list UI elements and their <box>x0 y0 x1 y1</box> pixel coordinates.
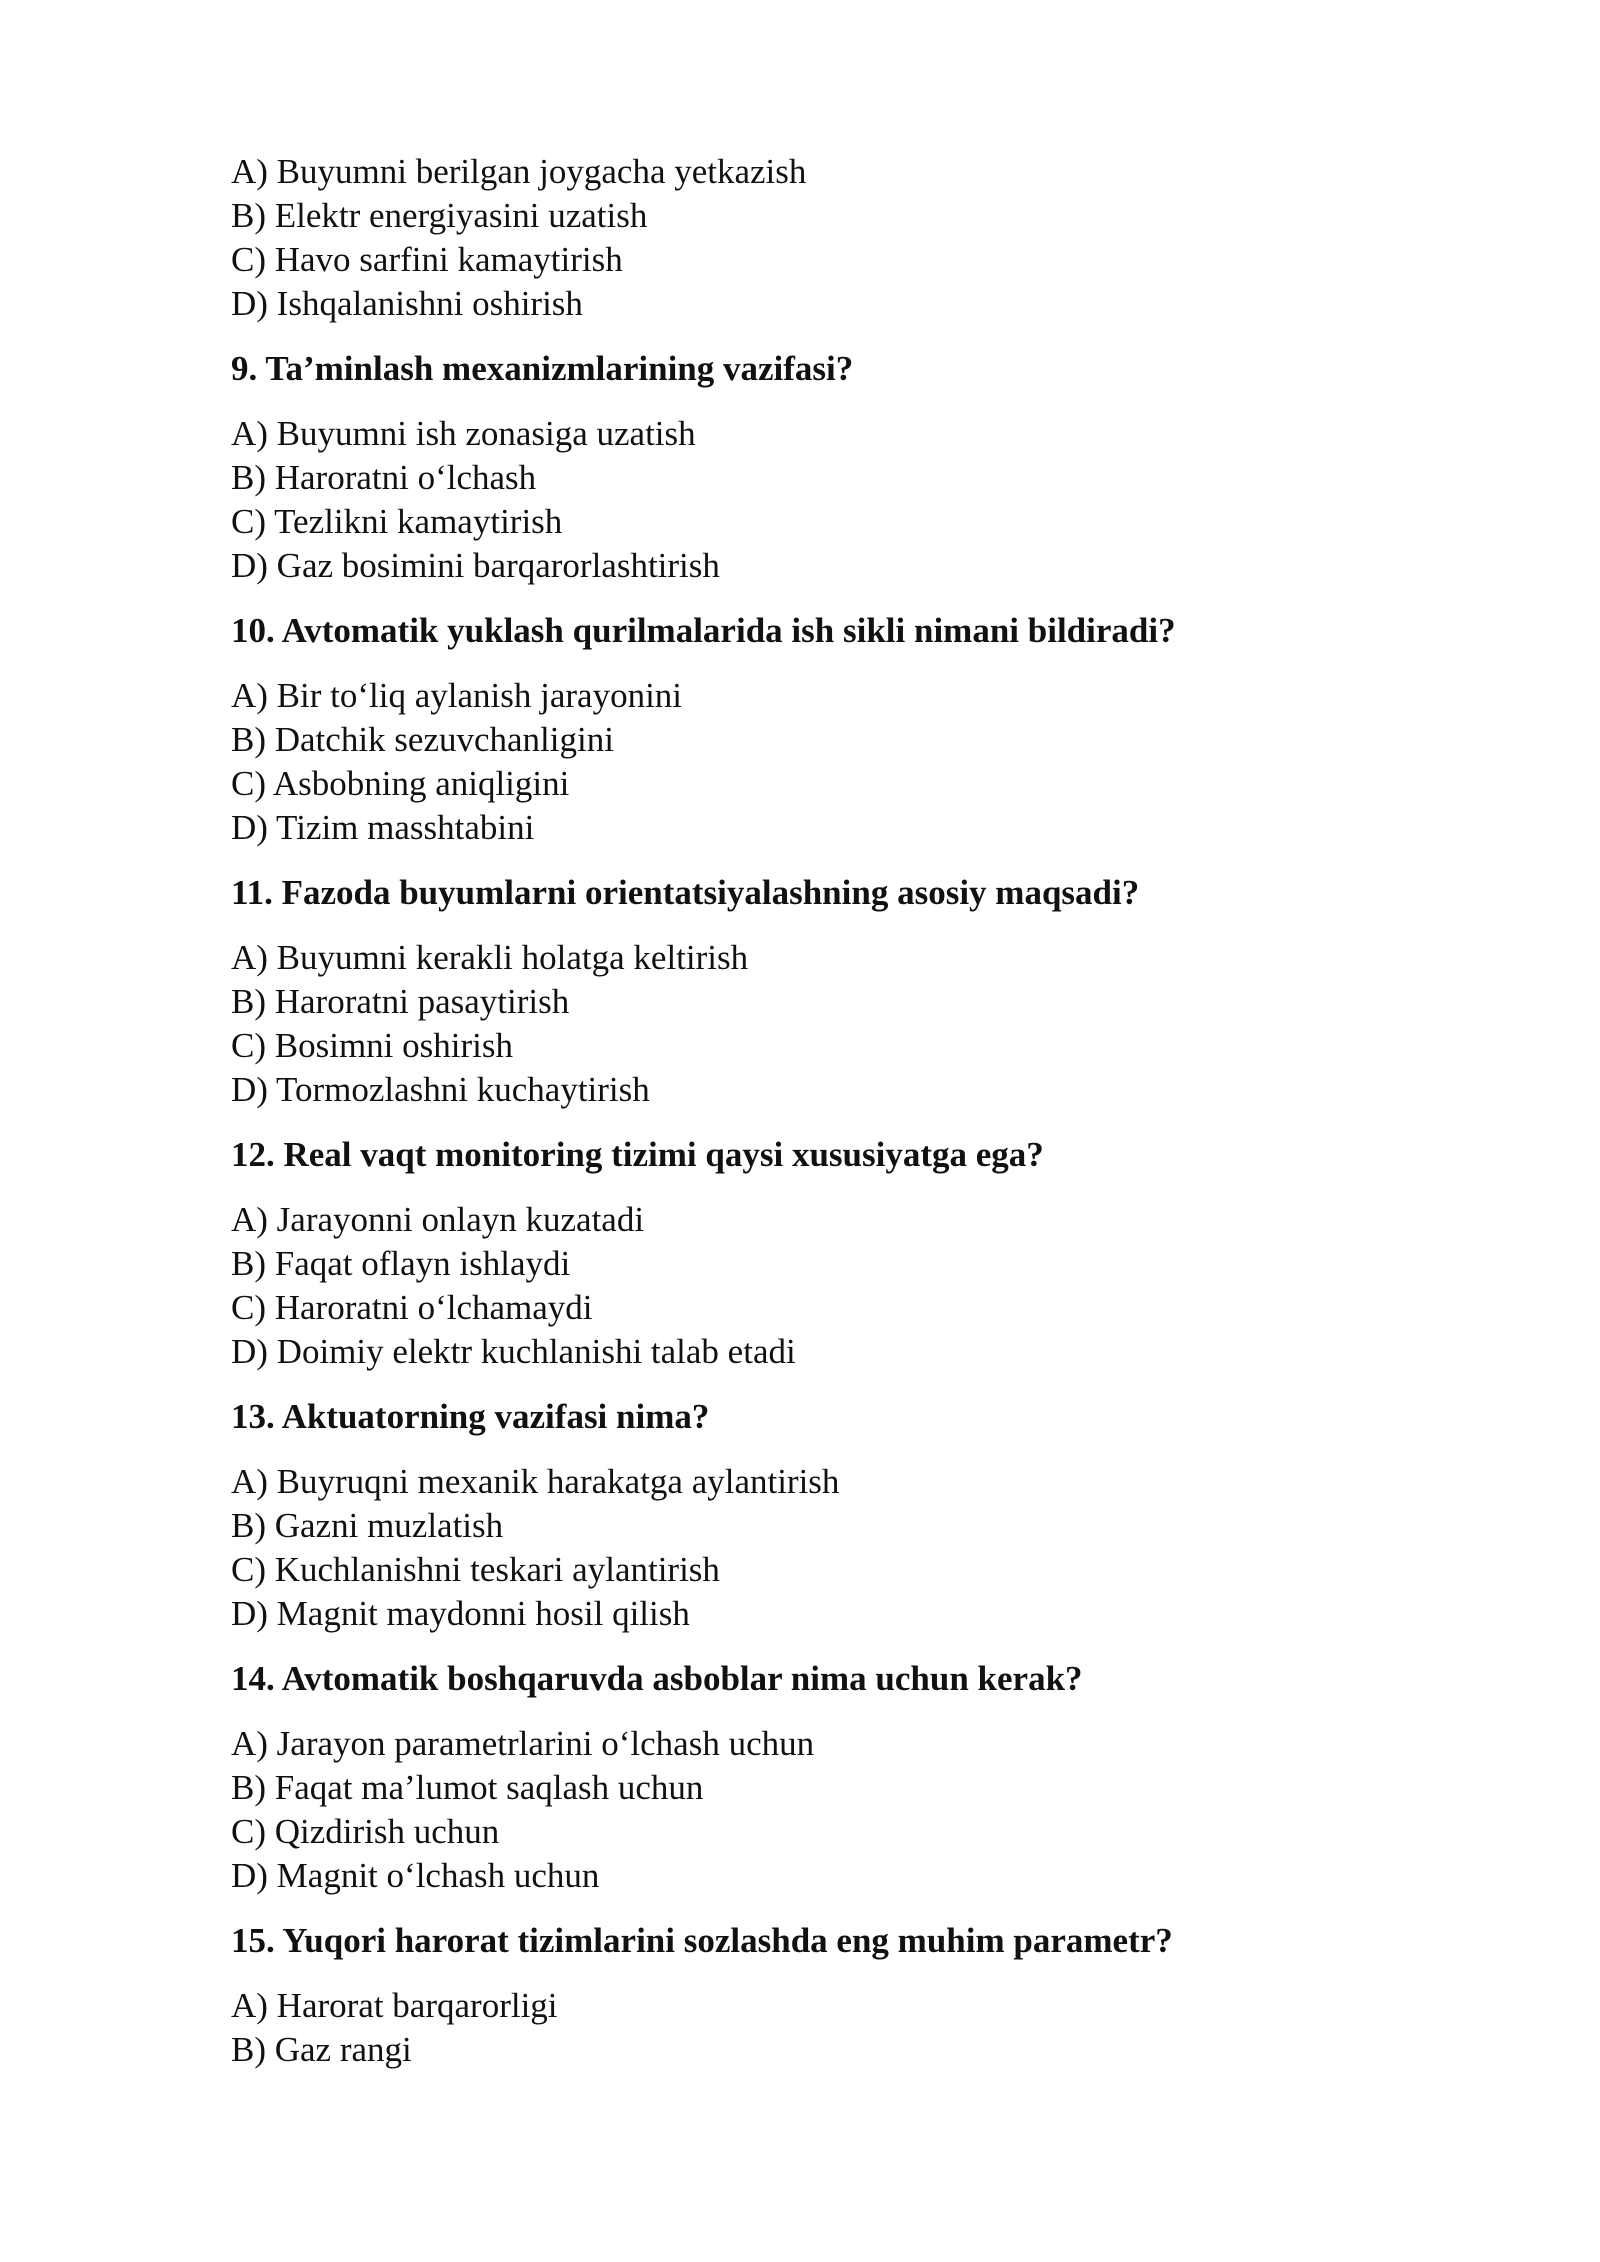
question-block-15 <box>231 1919 1411 2072</box>
answer-option-a: A) Bir to‘liq aylanish jarayonini <box>231 676 683 715</box>
answer-option-b: B) Gazni muzlatish <box>231 1506 504 1545</box>
answer-option-d: D) Gaz bosimini barqarorlashtirish <box>231 546 720 585</box>
answer-option-b: B) Gaz rangi <box>231 2030 412 2069</box>
question-heading: 12. Real vaqt monitoring tizimi qaysi xususiyatga ega? <box>231 1135 1044 1174</box>
answer-option-c: C) Bosimni oshirish <box>231 1026 513 1065</box>
question-heading: 14. Avtomatik boshqaruvda asboblar nima uchun kerak? <box>231 1659 1083 1698</box>
question-block-11 <box>231 871 1411 1112</box>
answer-option-a: A) Buyumni berilgan joygacha yetkazish <box>231 152 807 191</box>
question-heading: 15. Yuqori harorat tizimlarini sozlashda eng muhim parametr? <box>231 1921 1173 1960</box>
answer-option-d: D) Doimiy elektr kuchlanishi talab etadi <box>231 1332 796 1371</box>
answer-option-a: A) Jarayonni onlayn kuzatadi <box>231 1200 645 1239</box>
question-block-8-continued <box>231 150 1411 326</box>
answer-option-d: D) Magnit o‘lchash uchun <box>231 1856 600 1895</box>
question-heading: 9. Ta’minlash mexanizmlarining vazifasi? <box>231 349 854 388</box>
answer-option-a: A) Buyumni ish zonasiga uzatish <box>231 414 696 453</box>
answer-option-c: C) Kuchlanishni teskari aylantirish <box>231 1550 720 1589</box>
answer-option-c: C) Qizdirish uchun <box>231 1812 500 1851</box>
answer-option-d: D) Magnit maydonni hosil qilish <box>231 1594 690 1633</box>
question-block-13 <box>231 1395 1411 1636</box>
answer-option-c: C) Asbobning aniqligini <box>231 764 570 803</box>
question-block-9 <box>231 347 1411 588</box>
question-block-12 <box>231 1133 1411 1374</box>
question-heading: 13. Aktuatorning vazifasi nima? <box>231 1397 710 1436</box>
answer-option-d: D) Tormozlashni kuchaytirish <box>231 1070 650 1109</box>
answer-option-b: B) Faqat ma’lumot saqlash uchun <box>231 1768 704 1807</box>
answer-option-c: C) Haroratni o‘lchamaydi <box>231 1288 593 1327</box>
question-block-14 <box>231 1657 1411 1898</box>
answer-option-b: B) Faqat oflayn ishlaydi <box>231 1244 571 1283</box>
answer-option-d: D) Tizim masshtabini <box>231 808 535 847</box>
question-heading: 10. Avtomatik yuklash qurilmalarida ish sikli nimani bildiradi? <box>231 611 1176 650</box>
question-heading: 11. Fazoda buyumlarni orientatsiyalashning asosiy maqsadi? <box>231 873 1140 912</box>
question-block-10 <box>231 609 1411 850</box>
answer-option-a: A) Jarayon parametrlarini o‘lchash uchun <box>231 1724 815 1763</box>
answer-option-a: A) Buyruqni mexanik harakatga aylantirish <box>231 1462 840 1501</box>
answer-option-b: B) Haroratni o‘lchash <box>231 458 537 497</box>
answer-option-c: C) Havo sarfini kamaytirish <box>231 240 623 279</box>
answer-option-a: A) Buyumni kerakli holatga keltirish <box>231 938 749 977</box>
quiz-page <box>231 150 1411 2072</box>
answer-option-d: D) Ishqalanishni oshirish <box>231 284 583 323</box>
answer-option-b: B) Datchik sezuvchanligini <box>231 720 614 759</box>
answer-option-c: C) Tezlikni kamaytirish <box>231 502 563 541</box>
answer-option-b: B) Haroratni pasaytirish <box>231 982 570 1021</box>
answer-option-a: A) Harorat barqarorligi <box>231 1986 558 2025</box>
answer-option-b: B) Elektr energiyasini uzatish <box>231 196 648 235</box>
